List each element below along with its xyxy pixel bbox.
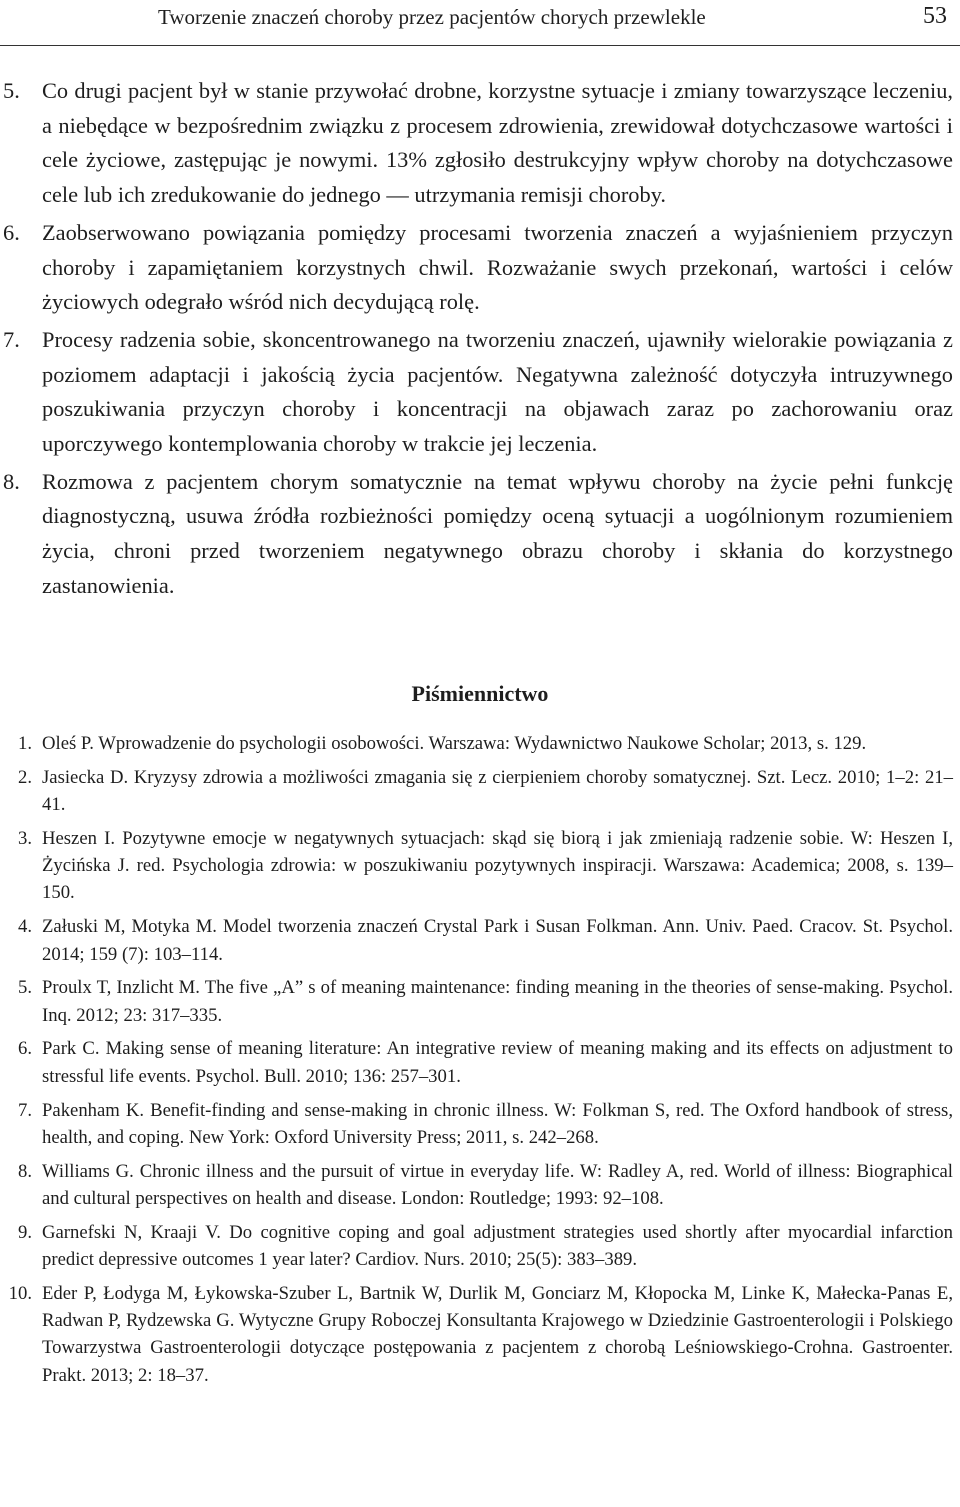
conclusion-text: Zaobserwowano powiązania pomiędzy procesami tworzenia znaczeń a wyjaśnieniem przyczyn choroby i zapamiętaniem korzystnych chwil. Rozważanie swych przekonań, wartości i celów życiowych odegrało wśród nich decydującą rolę.: [42, 219, 953, 315]
reference-item: [0, 974, 960, 1029]
reference-number: 4.: [17, 916, 32, 938]
reference-number: 9.: [17, 1221, 32, 1243]
reference-text: Oleś P. Wprowadzenie do psychologii osobowości. Warszawa: Wydawnictwo Naukowe Scholar; 2013, s. 129.: [42, 733, 867, 754]
reference-item: [0, 913, 960, 968]
bibliography-heading: Piśmiennictwo: [411, 681, 549, 706]
reference-item: [0, 1097, 960, 1152]
conclusion-number: 7.: [3, 326, 20, 352]
reference-text: Proulx T, Inzlicht M. The five „A” s of meaning maintenance: finding meaning in the theories of sense-making. Psychol. Inq. 2012; 23: 317–335.: [42, 977, 953, 1026]
reference-item: [0, 730, 960, 757]
reference-text: Jasiecka D. Kryzysy zdrowia a możliwości zmagania się z cierpieniem choroby somatycznej. Szt. Lecz. 2010; 1–2: 21–41.: [42, 766, 953, 816]
reference-item: [0, 1219, 960, 1274]
reference-number: 5.: [17, 977, 32, 999]
conclusion-item: [0, 465, 960, 604]
reference-item: [0, 1035, 960, 1090]
conclusion-text: Co drugi pacjent był w stanie przywołać drobne, korzystne sytuacje i zmiany towarzyszące leczeniu, a niebędące w bezpośrednim związku z procesem zdrowienia, zrewidował dotychczasowe wartości i cele życiowe, zastępując je nowymi. 13% zgłosiło destrukcyjny wpływ choroby na dotychczasowe cele lub ich zredukowanie do jednego — utrzymania remisji choroby.: [42, 78, 953, 208]
reference-text: Heszen I. Pozytywne emocje w negatywnych sytuacjach: skąd się biorą i jak zmieniają radzenie sobie. W: Heszen I, Życińska J. red. Psychologia zdrowia: w poszukiwaniu pozytywnych inspiracji. Warszawa: Academica; 2008, s. 139–150.: [42, 827, 953, 904]
reference-item: [0, 1158, 960, 1213]
conclusion-number: 5.: [3, 78, 20, 103]
conclusion-text: Rozmowa z pacjentem chorym somatycznie na temat wpływu choroby na życie pełni funkcję diagnostyczną, usuwa źródła rozbieżności pomiędzy oceną sytuacji a uogólnionym rozumieniem życia, chroni przed tworzeniem negatywnego obrazu choroby i skłania do korzystnego zastanowienia.: [42, 468, 953, 598]
conclusion-text: Procesy radzenia sobie, skoncentrowanego na tworzeniu znaczeń, ujawniły wielorakie powiązania z poziomem adaptacji i jakością życia pacjentów. Negatywna zależność dotyczyła intruzywnego poszukiwania przyczyn choroby i koncentracji na objawach zaraz po zachorowaniu oraz uporczywego kontemplowania choroby w trakcie jej leczenia.: [42, 326, 953, 457]
reference-text: Park C. Making sense of meaning literature: An integrative review of meaning making and its effects on adjustment to stressful life events. Psychol. Bull. 2010; 136: 257–301.: [42, 1038, 953, 1087]
conclusion-item: [0, 74, 960, 213]
reference-number: 2.: [17, 766, 32, 788]
reference-number: 8.: [17, 1160, 32, 1182]
reference-text: Pakenham K. Benefit-finding and sense-making in chronic illness. W: Folkman S, red. The Oxford handbook of stress, health, and coping. New York: Oxford University Press; 2011, s. 242–268.: [42, 1099, 953, 1148]
reference-text: Eder P, Łodyga M, Łykowska-Szuber L, Bartnik W, Durlik M, Gonciarz M, Kłopocka M, Linke K, Małecka-Panas E, Radwan P, Rydzewska G. Wytyczne Grupy Roboczej Konsultanta Krajowego w Dziedzinie Gastroenterologii i Polskiego Towarzystwa Gastroenterologii dotyczące postępowania z pacjentem z chorobą Leśniowskiego-Crohna. Gastroenter. Prakt. 2013; 2: 18–37.: [42, 1282, 953, 1386]
conclusion-number: 8.: [3, 468, 20, 494]
reference-text: Williams G. Chronic illness and the pursuit of virtue in everyday life. W: Radley A, red. World of illness: Biographical and cultural perspectives on health and disease. London: Routledge; 1993: 92–108.: [42, 1160, 953, 1209]
reference-item: [0, 1280, 960, 1389]
reference-number: 7.: [17, 1099, 32, 1121]
reference-text: Garnefski N, Kraaji V. Do cognitive coping and goal adjustment strategies used shortly after myocardial infarction predict depressive outcomes 1 year later? Cardiov. Nurs. 2010; 25(5): 383–389.: [42, 1221, 953, 1271]
reference-number: 3.: [17, 827, 32, 849]
page-number: 53: [923, 3, 947, 29]
conclusion-number: 6.: [3, 219, 20, 245]
running-header: [0, 0, 960, 46]
reference-item: [0, 825, 960, 907]
reference-text: Załuski M, Motyka M. Model tworzenia znaczeń Crystal Park i Susan Folkman. Ann. Univ. Paed. Cracov. St. Psychol. 2014; 159 (7): 103–114.: [42, 916, 953, 965]
conclusions-list: [0, 74, 960, 607]
reference-number: 1.: [17, 733, 32, 754]
conclusion-item: [0, 216, 960, 320]
running-title: Tworzenie znaczeń choroby przez pacjentów chorych przewlekle: [158, 5, 706, 29]
reference-number: 6.: [17, 1038, 32, 1060]
reference-number: 10.: [8, 1282, 32, 1304]
reference-item: [0, 764, 960, 819]
conclusion-item: [0, 323, 960, 462]
reference-list: [0, 730, 960, 1396]
